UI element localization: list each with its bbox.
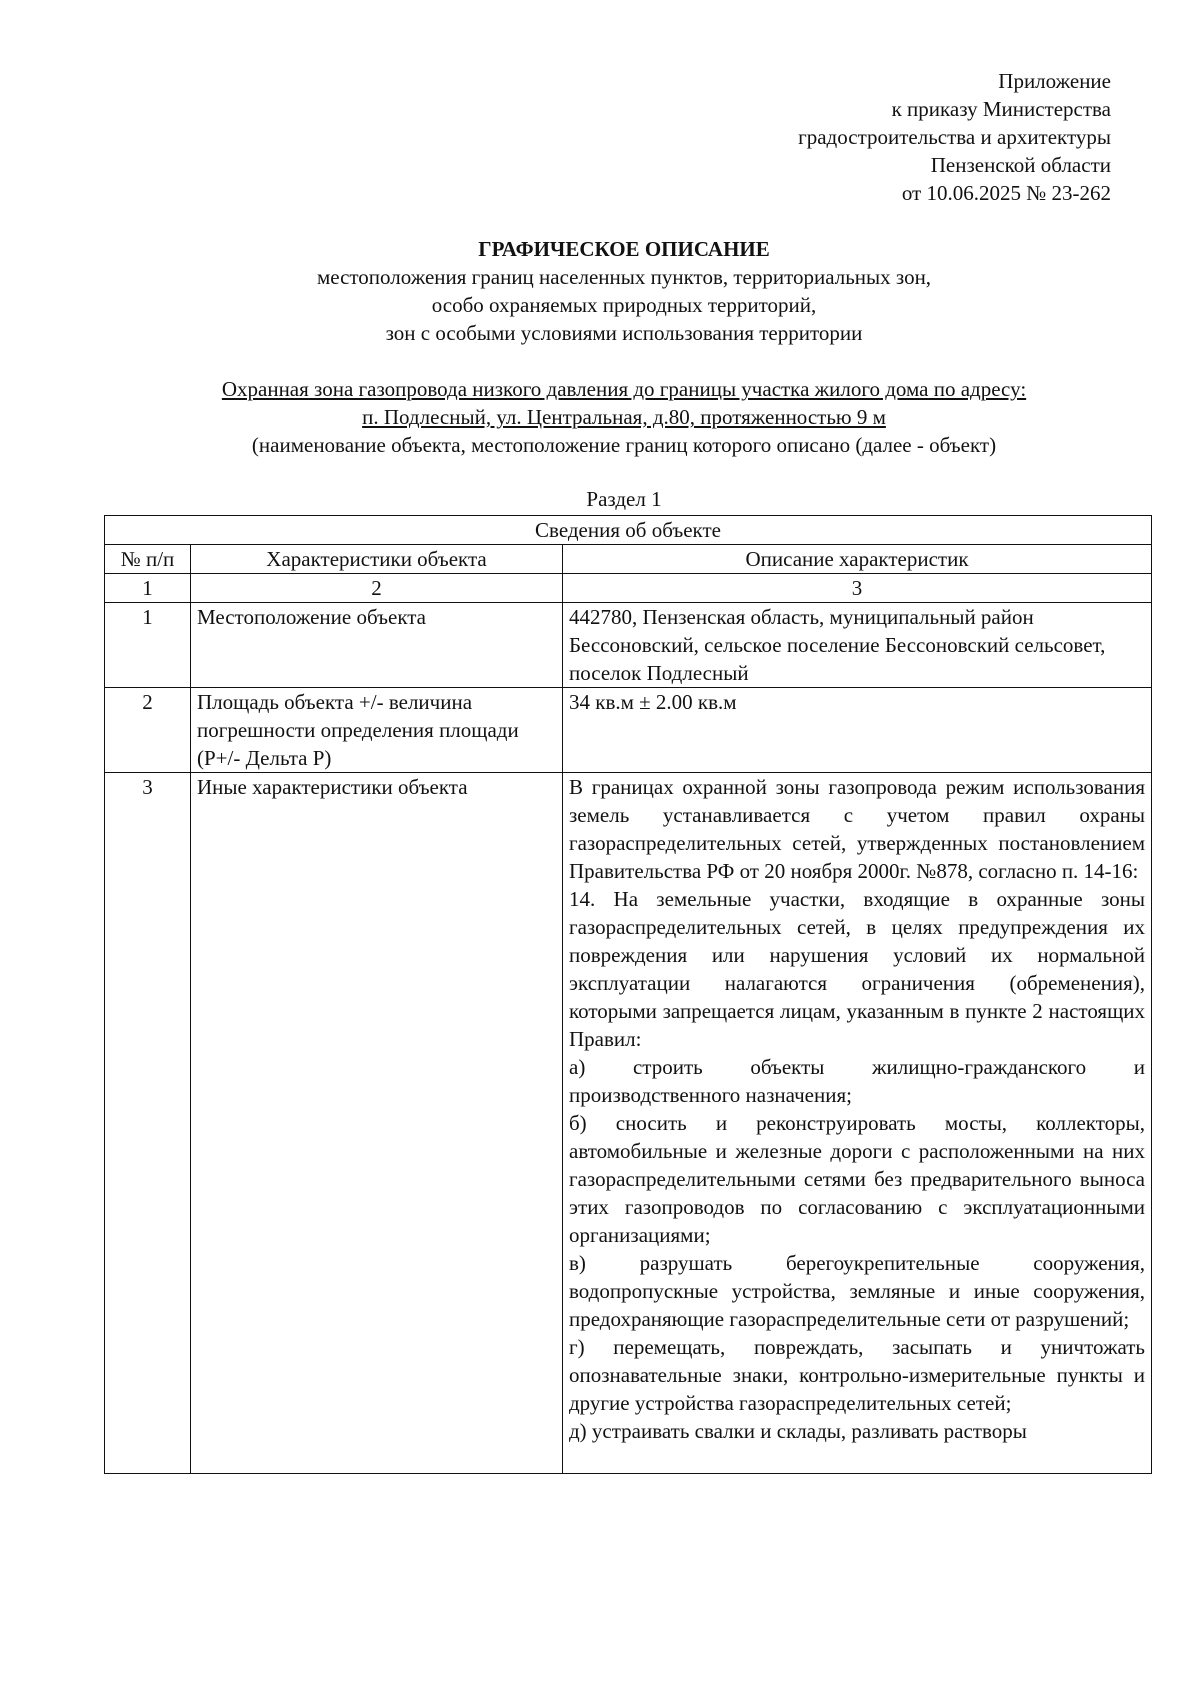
row-number: 1 <box>105 603 191 688</box>
restrictions-paragraph: В границах охранной зоны газопровода режим использования земель устанавливается с учетом правил охраны газораспределительных сетей, утвержденных постановлением Правительства РФ от 20 ноября 2000г. №878, согласно п. 14-16: <box>569 775 1145 883</box>
subtitle-line: зон с особыми условиями использования территории <box>385 321 863 345</box>
appendix-line: к приказу Министерства <box>891 97 1111 121</box>
subtitle-line: местоположения границ населенных пунктов, территориальных зон, <box>316 265 932 289</box>
restrictions-paragraph: в) разрушать берегоукрепительные сооружения, водопропускные устройства, земляные и иные сооружения, предохраняющие газораспределительные сети от разрушений; <box>569 1251 1145 1331</box>
object-name-block <box>104 375 1144 459</box>
restrictions-paragraph: 14. На земельные участки, входящие в охранные зоны газораспределительных сетей, в целях предупреждения их повреждения или нарушения условий их нормальной эксплуатации налагаются ограничения (обременения), которыми запрещается лицам, указанным в пункте 2 настоящих Правил: <box>569 887 1145 1051</box>
column-number-cell: 3 <box>563 574 1152 603</box>
table-header-row <box>105 545 1152 574</box>
row-characteristic: Площадь объекта +/- величина погрешности определения площади (Р+/- Дельта Р) <box>191 688 563 773</box>
restrictions-paragraph: а) строить объекты жилищно-гражданского и производственного назначения; <box>569 1055 1145 1107</box>
table-row <box>105 688 1152 773</box>
title-block <box>104 235 1144 347</box>
row-description: 442780, Пензенская область, муниципальный район Бессоновский, сельское поселение Бессоновский сельсовет, поселок Подлесный <box>563 603 1152 688</box>
document-title: ГРАФИЧЕСКОЕ ОПИСАНИЕ <box>478 237 770 261</box>
object-info-table <box>104 515 1152 1474</box>
table-caption: Сведения об объекте <box>105 516 1152 545</box>
row-characteristic: Местоположение объекта <box>191 603 563 688</box>
row-description <box>563 773 1152 1474</box>
appendix-block <box>798 67 1111 207</box>
restrictions-text <box>569 773 1145 1473</box>
column-number-row <box>105 574 1152 603</box>
table-caption-row <box>105 516 1152 545</box>
document-subtitle <box>104 263 1144 347</box>
subtitle-line: особо охраняемых природных территорий, <box>431 293 817 317</box>
restrictions-paragraph: б) сносить и реконструировать мосты, коллекторы, автомобильные и железные дороги с расположенными на них газораспределительными сетями без предварительного выноса этих газопроводов по согласованию с эксплуатационными организациями; <box>569 1111 1145 1247</box>
row-number: 3 <box>105 773 191 1474</box>
row-characteristic: Иные характеристики объекта <box>191 773 563 1474</box>
appendix-line: Пензенской области <box>930 153 1111 177</box>
table-row <box>105 603 1152 688</box>
column-number-cell: 1 <box>105 574 191 603</box>
section-label: Раздел 1 <box>586 487 662 511</box>
header-cell-number: № п/п <box>105 545 191 574</box>
appendix-line: Приложение <box>998 69 1111 93</box>
header-cell-description: Описание характеристик <box>563 545 1152 574</box>
restrictions-paragraph: г) перемещать, повреждать, засыпать и уничтожать опознавательные знаки, контрольно-измерительные пункты и другие устройства газораспределительных сетей; <box>569 1335 1145 1415</box>
table-row <box>105 773 1152 1474</box>
row-description: 34 кв.м ± 2.00 кв.м <box>563 688 1152 773</box>
appendix-line: от 10.06.2025 № 23-262 <box>901 181 1111 205</box>
header-cell-characteristic: Характеристики объекта <box>191 545 563 574</box>
appendix-line: градостроительства и архитектуры <box>798 125 1111 149</box>
object-name-caption: (наименование объекта, местоположение границ которого описано (далее - объект) <box>251 433 997 457</box>
column-number-cell: 2 <box>191 574 563 603</box>
object-name-line: п. Подлесный, ул. Центральная, д.80, протяженностью 9 м <box>362 405 886 429</box>
restrictions-paragraph: д) устраивать свалки и склады, разливать растворы <box>569 1419 1027 1443</box>
object-name-line: Охранная зона газопровода низкого давления до границы участка жилого дома по адресу: <box>221 377 1027 401</box>
row-number: 2 <box>105 688 191 773</box>
